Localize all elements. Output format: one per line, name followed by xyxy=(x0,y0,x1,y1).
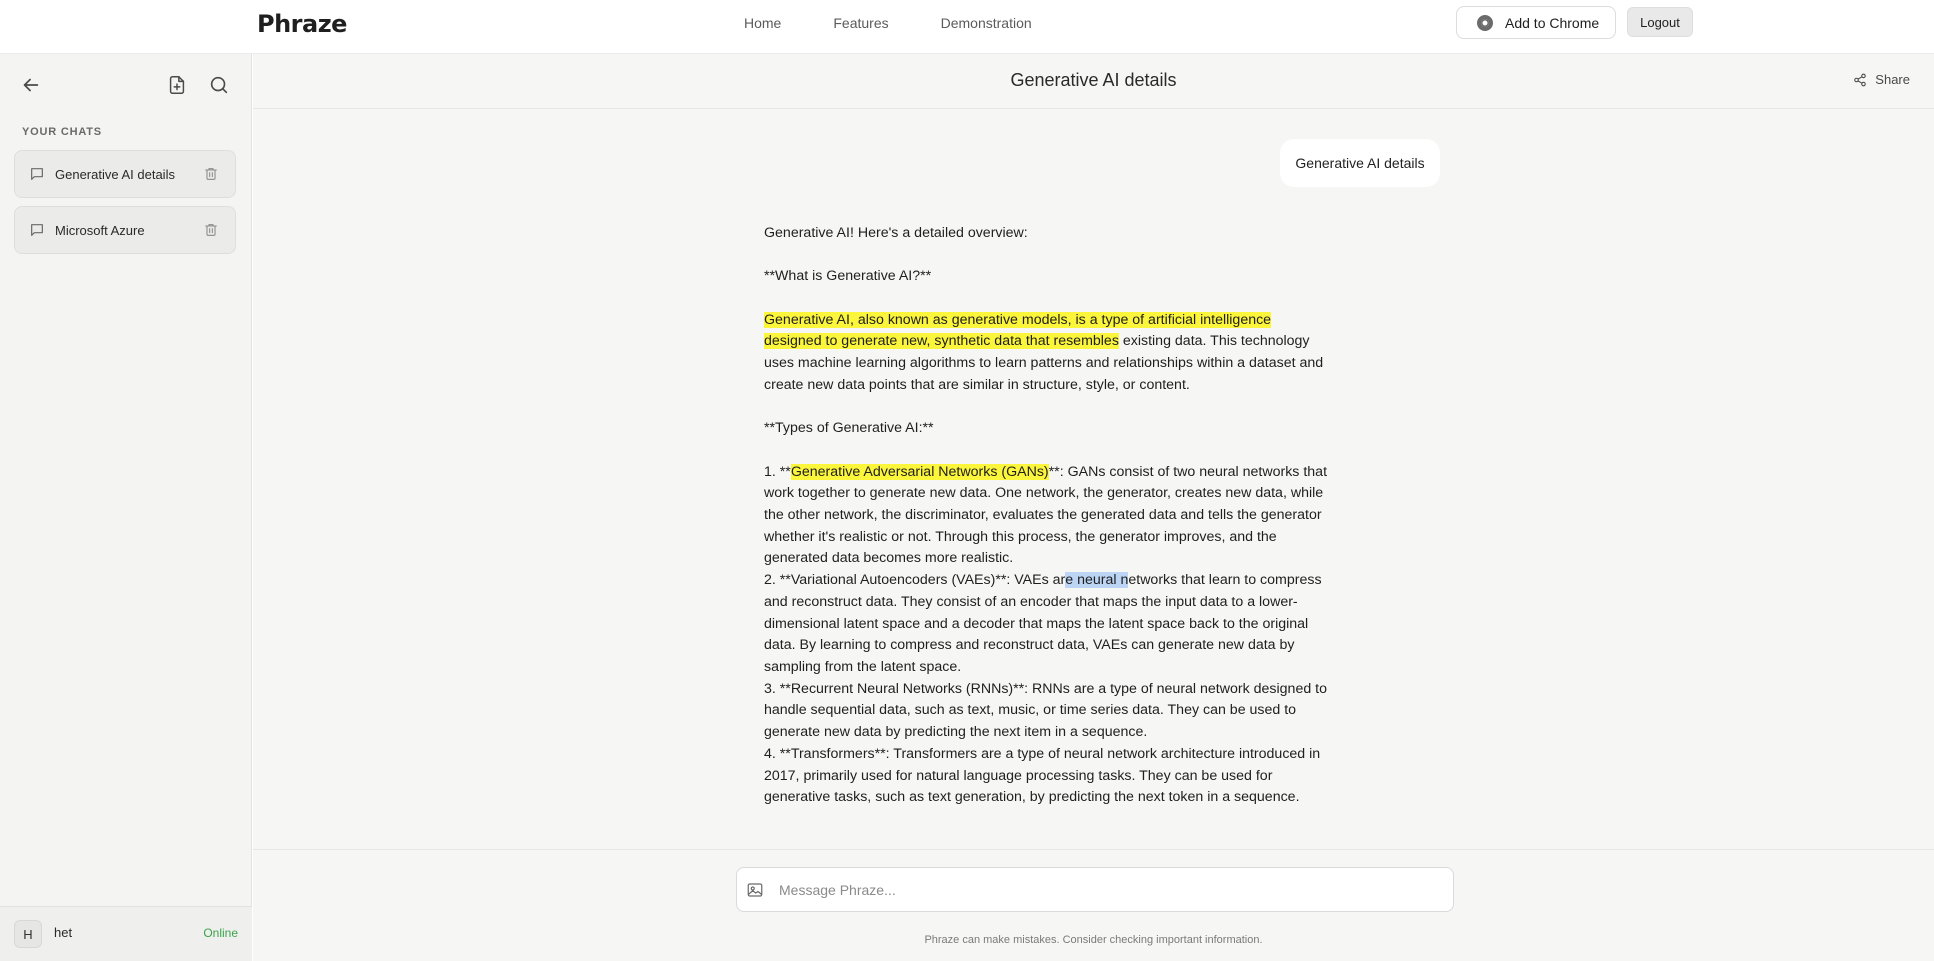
chat-item-microsoft-azure[interactable] xyxy=(14,206,236,254)
trash-icon[interactable] xyxy=(203,166,219,182)
answer-text: 1. ** xyxy=(764,463,791,480)
assistant-message xyxy=(764,223,1329,809)
sidebar xyxy=(0,54,252,961)
chat-title: Generative AI details xyxy=(1010,70,1177,90)
brand-logo[interactable]: Phraze xyxy=(257,10,347,38)
username: het xyxy=(54,925,73,940)
chrome-icon xyxy=(1477,15,1493,31)
share-label: Share xyxy=(1875,72,1910,87)
logout-button[interactable]: Logout xyxy=(1627,7,1693,37)
answer-item-transformers: 4. **Transformers**: Transformers are a type of neural network architecture introduced in 2017, primarily used for natural language processing tasks. They can be used for generative tasks, such as text generation, by predicting the next token in a sequence. xyxy=(764,745,1321,806)
answer-text: etworks that learn to compress and reconstruct data. They consist of an encoder that maps the input data to a lower-dimensional latent space and a decoder that maps the latent space back to the original data. By learning to compress and reconstruct data, VAEs can generate new data by sampling from the latent space. xyxy=(764,572,1322,675)
search-icon[interactable] xyxy=(208,74,230,96)
new-chat-icon[interactable] xyxy=(166,74,188,96)
image-upload-icon[interactable] xyxy=(746,881,764,899)
answer-heading-what: **What is Generative AI?** xyxy=(764,268,932,285)
your-chats-label: YOUR CHATS xyxy=(22,126,102,138)
chat-main xyxy=(253,54,1934,961)
answer-text: existing data. This technology uses machine learning algorithms to learn patterns and relationships within a dataset and create new data points that are similar in structure, style, or content. xyxy=(764,333,1324,393)
share-button[interactable] xyxy=(1853,72,1910,87)
answer-text: **: GANs consist of two neural networks that work together to generate new data. One network, the generator, creates new data, while the other network, the discriminator, evaluates the generated data and tells the generator whether it's realistic or not. Through this process, the generator improves, and the generated data becomes more realistic. xyxy=(764,463,1328,567)
avatar[interactable]: H xyxy=(14,920,42,948)
answer-heading-types: **Types of Generative AI:** xyxy=(764,420,934,437)
share-icon xyxy=(1853,73,1867,87)
add-to-chrome-label: Add to Chrome xyxy=(1505,14,1600,31)
user-message-bubble: Generative AI details xyxy=(1280,139,1440,187)
top-navbar xyxy=(0,0,1934,54)
user-panel xyxy=(0,906,252,961)
back-arrow-icon[interactable] xyxy=(20,74,42,96)
chat-item-title: Microsoft Azure xyxy=(55,222,145,238)
highlighted-text: Generative Adversarial Networks (GANs) xyxy=(790,463,1049,480)
message-icon xyxy=(29,222,45,238)
chat-item-title: Generative AI details xyxy=(55,166,175,182)
answer-intro: Generative AI! Here's a detailed overview: xyxy=(764,225,1028,241)
nav-demonstration-link[interactable]: Demonstration xyxy=(940,15,1032,31)
add-to-chrome-button[interactable] xyxy=(1456,6,1616,39)
highlighted-text: Generative AI, also known as generative models, is a type of artificial intelligence designed to generate new, synthetic data that resembles xyxy=(764,311,1272,350)
disclaimer-text: Phraze can make mistakes. Consider checking important information. xyxy=(924,934,1263,946)
nav-home-link[interactable]: Home xyxy=(744,15,782,31)
selected-text: e neural n xyxy=(1065,572,1129,589)
status-badge: Online xyxy=(203,926,238,940)
chat-item-generative-ai[interactable] xyxy=(14,150,236,198)
answer-item-vaes xyxy=(764,570,1329,679)
answer-item-rnns: 3. **Recurrent Neural Networks (RNNs)**: RNNs are a type of neural network designed to handle sequential data, such as text, music, or time series data. They can be used to generate new data by predicting the next item in a sequence. xyxy=(764,680,1328,741)
answer-definition xyxy=(764,310,1329,397)
trash-icon[interactable] xyxy=(203,222,219,238)
message-icon xyxy=(29,166,45,182)
message-composer xyxy=(736,867,1454,912)
message-input[interactable] xyxy=(779,882,1419,898)
answer-text: 2. **Variational Autoencoders (VAEs)**: VAEs ar xyxy=(764,572,1066,589)
answer-item-gans xyxy=(764,462,1329,571)
composer-area xyxy=(253,849,1934,961)
chat-header xyxy=(253,54,1934,109)
main-nav xyxy=(744,15,1084,31)
nav-features-link[interactable]: Features xyxy=(833,15,889,31)
